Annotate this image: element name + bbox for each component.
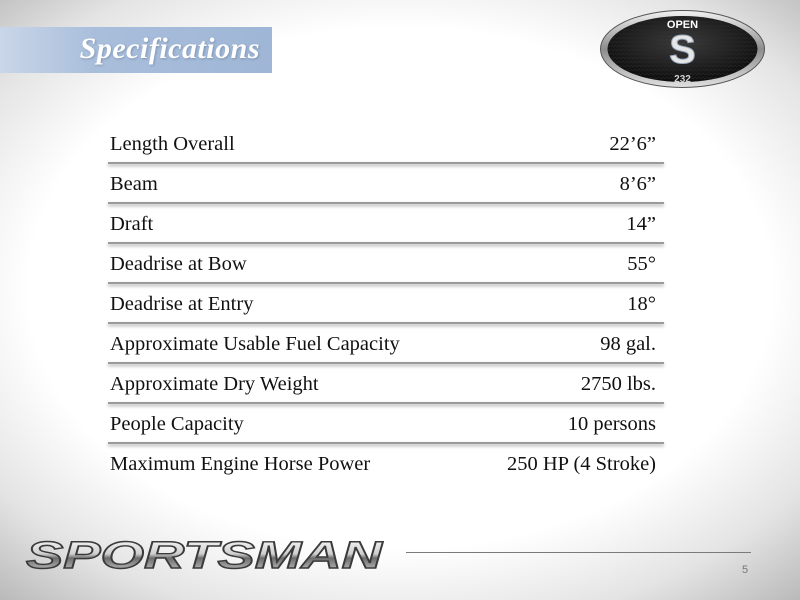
- spec-value: 22’6”: [609, 132, 656, 155]
- spec-label: Approximate Dry Weight: [110, 372, 319, 395]
- title-banner: [0, 27, 272, 73]
- spec-value: 10 persons: [567, 412, 656, 435]
- spec-row-deadrise-entry: [108, 284, 664, 324]
- badge-bottom-text: 232: [674, 74, 691, 85]
- spec-label: Maximum Engine Horse Power: [110, 452, 371, 475]
- spec-row-dry-weight: [108, 364, 664, 404]
- brand-wordmark: SPORTSMAN: [26, 535, 385, 576]
- page-title: Specifications: [79, 32, 260, 65]
- footer-divider: [406, 552, 751, 553]
- page-number: 5: [742, 564, 749, 576]
- spec-value: 250 HP (4 Stroke): [507, 452, 656, 475]
- spec-row-deadrise-bow: [108, 244, 664, 284]
- open-232-badge-logo: [599, 9, 766, 89]
- spec-value: 55°: [627, 252, 656, 275]
- spec-label: Length Overall: [110, 132, 235, 155]
- spec-value: 18°: [627, 292, 656, 315]
- spec-value: 2750 lbs.: [580, 372, 656, 395]
- spec-row-draft: [108, 204, 664, 244]
- spec-value: 8’6”: [619, 172, 656, 195]
- badge-top-text: OPEN: [666, 19, 699, 31]
- spec-row-length-overall: [108, 124, 664, 164]
- spec-row-fuel-capacity: [108, 324, 664, 364]
- badge-center-letter: S: [669, 28, 696, 72]
- spec-label: Draft: [110, 212, 154, 235]
- spec-row-max-horsepower: [108, 444, 664, 484]
- spec-value: 98 gal.: [600, 332, 656, 355]
- spec-label: Deadrise at Bow: [110, 252, 247, 275]
- spec-row-beam: [108, 164, 664, 204]
- spec-label: Approximate Usable Fuel Capacity: [110, 332, 400, 355]
- spec-label: Beam: [110, 172, 158, 195]
- spec-label: Deadrise at Entry: [110, 292, 254, 315]
- spec-row-people-capacity: [108, 404, 664, 444]
- spec-value: 14”: [626, 212, 656, 235]
- sportsman-logo: [22, 534, 388, 576]
- spec-label: People Capacity: [110, 412, 244, 435]
- specifications-table: [108, 124, 664, 484]
